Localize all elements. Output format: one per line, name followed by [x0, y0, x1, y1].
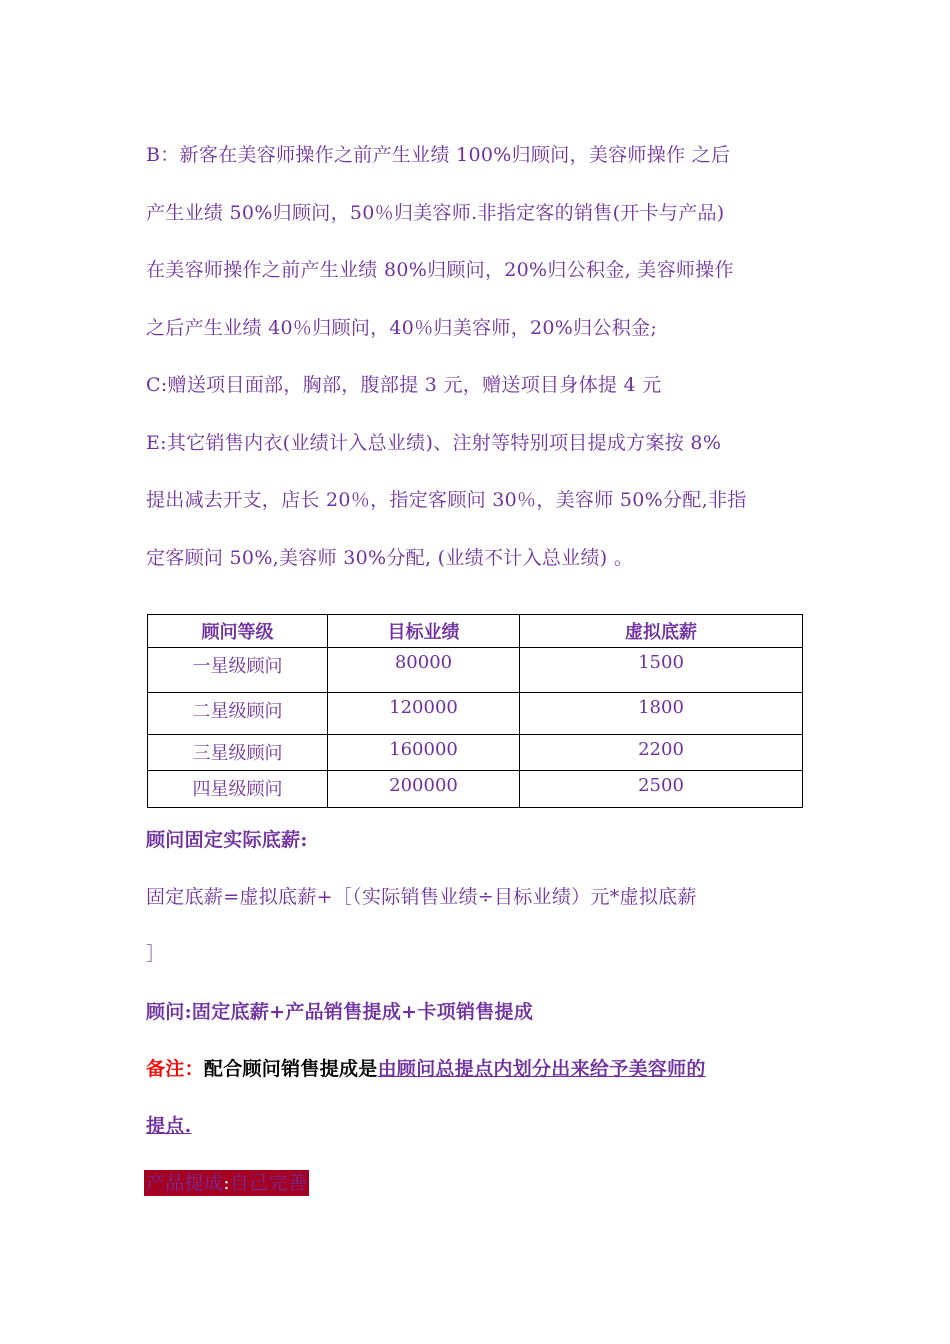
- note-line: [146, 1056, 706, 1082]
- table-header-cell: 顾问等级: [148, 615, 328, 648]
- note-black-text: 配合顾问销售提成是: [203, 1058, 378, 1080]
- table-cell: 1500: [520, 648, 803, 693]
- table-cell: 1800: [520, 693, 803, 735]
- table-row: [148, 648, 803, 693]
- table-cell: 一星级顾问: [148, 648, 328, 693]
- paragraph-line: E:其它销售内衣(业绩计入总业绩)、注射等特别项目提成方案按 8%: [146, 432, 722, 454]
- consultant-formula: 顾问:固定底薪+产品销售提成+卡项销售提成: [146, 1001, 534, 1023]
- table-header-cell: 虚拟底薪: [520, 615, 803, 648]
- paragraph-line: 定客顾问 50%,美容师 30%分配, (业绩不计入总业绩) 。: [146, 547, 634, 569]
- formula-line-end: ］: [146, 943, 166, 965]
- note-label: 备注：: [146, 1058, 204, 1080]
- paragraph-line: 在美容师操作之前产生业绩 80%归顾问，20%归公积金, 美容师操作: [146, 259, 734, 281]
- table-cell: 200000: [328, 771, 520, 808]
- table-cell: 四星级顾问: [148, 771, 328, 808]
- paragraph-line: 提出减去开支，店长 20％，指定客顾问 30％，美容师 50%分配,非指: [146, 489, 747, 511]
- fixed-salary-title: 顾问固定实际底薪:: [146, 829, 308, 851]
- table-cell: 160000: [328, 735, 520, 771]
- table-cell: 120000: [328, 693, 520, 735]
- formula-line: 固定底薪=虚拟底薪+［（实际销售业绩÷目标业绩）元*虚拟底薪: [146, 886, 697, 908]
- note-underlined-text: 由顾问总提点内划分出来给予美容师的: [377, 1058, 706, 1080]
- paragraph-line: C:赠送项目面部，胸部，腹部提 3 元，赠送项目身体提 4 元: [146, 374, 662, 396]
- table-row: [148, 693, 803, 735]
- highlight-line: [144, 1170, 309, 1196]
- table-cell: 2200: [520, 735, 803, 771]
- table-cell: 二星级顾问: [148, 693, 328, 735]
- paragraph-line: 之后产生业绩 40％归顾问，40％归美容师，20%归公积金;: [146, 317, 658, 339]
- salary-table: [147, 614, 803, 808]
- table-header-cell: 目标业绩: [328, 615, 520, 648]
- table-cell: 2500: [520, 771, 803, 808]
- note-line-2: 提点.: [146, 1115, 192, 1137]
- table-row: [148, 735, 803, 771]
- table-row: [148, 771, 803, 808]
- paragraph-line: B：新客在美容师操作之前产生业绩 100%归顾问，美容师操作 之后: [146, 144, 731, 166]
- paragraph-line: 产生业绩 50%归顾问，50％归美容师.非指定客的销售(开卡与产品): [146, 202, 725, 224]
- table-cell: 80000: [328, 648, 520, 693]
- table-cell: 三星级顾问: [148, 735, 328, 771]
- table-header-row: [148, 615, 803, 648]
- highlighted-text: 产品提成:自己完善: [146, 1172, 308, 1194]
